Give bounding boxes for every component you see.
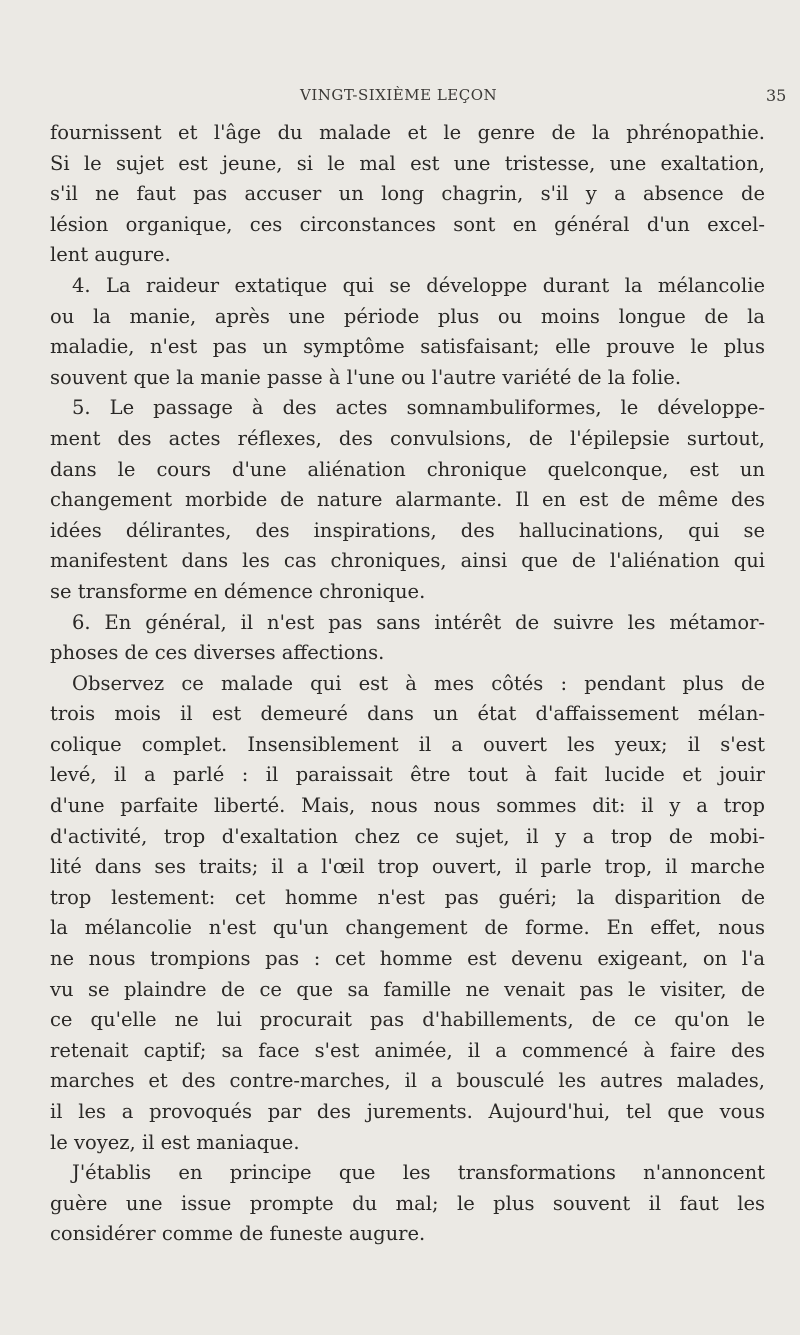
text-line: trop lestement: cet homme n'est pas guéri; la disparition de	[50, 885, 765, 909]
text-line: guère une issue prompte du mal; le plus souvent il faut les	[50, 1191, 765, 1215]
text-line: idées délirantes, des inspirations, des hallucinations, qui se	[50, 518, 765, 542]
body-text	[50, 118, 765, 1250]
text-line: vu se plaindre de ce que sa famille ne venait pas le visiter, de	[50, 977, 765, 1001]
text-line: phoses de ces diverses affections.	[50, 641, 385, 665]
text-line: trois mois il est demeuré dans un état d'affaissement mélan-	[50, 702, 765, 726]
text-line: lité dans ses traits; il a l'œil trop ouvert, il parle trop, il marche	[50, 855, 765, 879]
text-line: maladie, n'est pas un symptôme satisfaisant; elle prouve le plus	[50, 335, 765, 359]
text-line: 5. Le passage à des actes somnambuliformes, le développe-	[72, 396, 765, 420]
text-line: Observez ce malade qui est à mes côtés : pendant plus de	[72, 671, 765, 695]
page-number: 35	[766, 86, 787, 105]
text-line: retenait captif; sa face s'est animée, il a commencé à faire des	[50, 1038, 765, 1062]
text-line: 6. En général, il n'est pas sans intérêt de suivre les métamor-	[72, 610, 765, 634]
running-title: VINGT-SIXIÈME LEÇON	[300, 86, 498, 104]
text-line: changement morbide de nature alarmante. Il en est de même des	[50, 488, 765, 512]
text-line: colique complet. Insensiblement il a ouvert les yeux; il s'est	[50, 732, 765, 756]
text-line: il les a provoqués par des jurements. Aujourd'hui, tel que vous	[50, 1100, 765, 1123]
text-line: d'activité, trop d'exaltation chez ce sujet, il y a trop de mobi-	[50, 824, 765, 848]
text-line: ne nous trompions pas : cet homme est devenu exigeant, on l'a	[50, 947, 765, 971]
text-line: souvent que la manie passe à l'une ou l'autre variété de la folie.	[50, 365, 682, 389]
text-line: la mélancolie n'est qu'un changement de forme. En effet, nous	[50, 916, 765, 940]
text-line: d'une parfaite liberté. Mais, nous nous sommes dit: il y a trop	[50, 794, 765, 818]
text-line: 4. La raideur extatique qui se développe durant la mélancolie	[72, 273, 765, 297]
text-line: ment des actes réflexes, des convulsions, de l'épilepsie surtout,	[50, 426, 765, 450]
text-line: s'il ne faut pas accuser un long chagrin, s'il y a absence de	[50, 182, 765, 206]
text-line: J'établis en principe que les transformations n'annoncent	[72, 1161, 765, 1185]
text-line: se transforme en démence chronique.	[50, 579, 426, 603]
text-line: ou la manie, après une période plus ou moins longue de la	[50, 304, 765, 328]
text-line: fournissent et l'âge du malade et le genre de la phrénopathie.	[50, 121, 765, 144]
text-line: manifestent dans les cas chroniques, ainsi que de l'aliénation qui	[50, 549, 765, 573]
running-head	[0, 86, 800, 110]
text-line: levé, il a parlé : il paraissait être tout à fait lucide et jouir	[50, 763, 765, 787]
text-line: le voyez, il est maniaque.	[50, 1130, 300, 1154]
text-line: marches et des contre-marches, il a bousculé les autres malades,	[50, 1069, 765, 1093]
text-line: lésion organique, ces circonstances sont en général d'un excel-	[50, 212, 765, 236]
text-line: considérer comme de funeste augure.	[50, 1222, 426, 1246]
text-line: ce qu'elle ne lui procurait pas d'habillements, de ce qu'on le	[50, 1008, 765, 1032]
text-line: Si le sujet est jeune, si le mal est une tristesse, une exaltation,	[50, 151, 765, 175]
text-line: lent augure.	[50, 243, 171, 267]
text-line: dans le cours d'une aliénation chronique quelconque, est un	[50, 457, 765, 481]
